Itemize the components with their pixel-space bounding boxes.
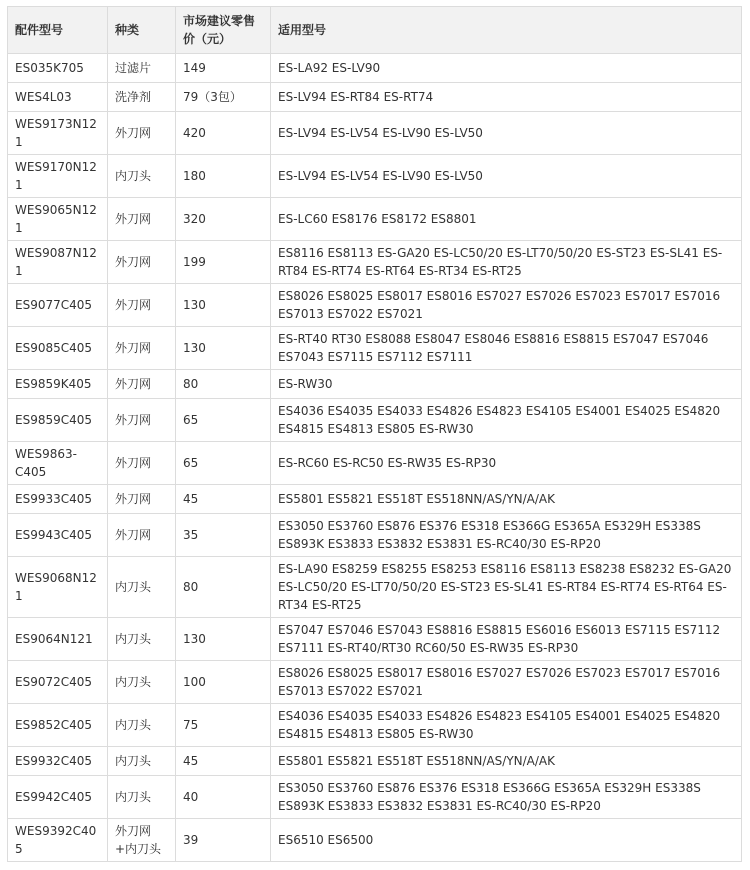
cell-type: 外刀网: [108, 399, 176, 442]
cell-compatible-models: ES3050 ES3760 ES876 ES376 ES318 ES366G ES365A ES329H ES338S ES893K ES3833 ES3832 ES3831 ES-RC40/30 ES-RP20: [271, 776, 742, 819]
cell-compatible-models: ES-LV94 ES-LV54 ES-LV90 ES-LV50: [271, 112, 742, 155]
cell-compatible-models: ES-RT40 RT30 ES8088 ES8047 ES8046 ES8816 ES8815 ES7047 ES7046 ES7043 ES7115 ES7112 ES7111: [271, 327, 742, 370]
cell-compatible-models: ES5801 ES5821 ES518T ES518NN/AS/YN/A/AK: [271, 485, 742, 514]
cell-part-number: WES9087N121: [8, 241, 108, 284]
cell-price: 130: [176, 327, 271, 370]
cell-price: 35: [176, 514, 271, 557]
table-body: [8, 54, 742, 862]
table-row: [8, 747, 742, 776]
table-row: [8, 54, 742, 83]
cell-part-number: ES9942C405: [8, 776, 108, 819]
header-row: [8, 7, 742, 54]
cell-part-number: ES9932C405: [8, 747, 108, 776]
table-row: [8, 557, 742, 618]
parts-table: [7, 6, 742, 862]
cell-type: 外刀网: [108, 442, 176, 485]
cell-part-number: ES9085C405: [8, 327, 108, 370]
header-compatible-models: 适用型号: [271, 7, 742, 54]
cell-compatible-models: ES8026 ES8025 ES8017 ES8016 ES7027 ES7026 ES7023 ES7017 ES7016 ES7013 ES7022 ES7021: [271, 284, 742, 327]
header-price: 市场建议零售价（元）: [176, 7, 271, 54]
table-row: [8, 661, 742, 704]
table-header: [8, 7, 742, 54]
table-row: [8, 327, 742, 370]
cell-part-number: ES9064N121: [8, 618, 108, 661]
cell-price: 80: [176, 557, 271, 618]
cell-type: 洗净剂: [108, 83, 176, 112]
cell-type: 外刀网: [108, 112, 176, 155]
cell-price: 130: [176, 618, 271, 661]
cell-type: 外刀网: [108, 327, 176, 370]
cell-type: 内刀头: [108, 704, 176, 747]
cell-price: 65: [176, 399, 271, 442]
cell-part-number: ES9933C405: [8, 485, 108, 514]
cell-compatible-models: ES-LA90 ES8259 ES8255 ES8253 ES8116 ES8113 ES8238 ES8232 ES-GA20 ES-LC50/20 ES-LT70/50/20 ES-ST23 ES-SL41 ES-RT84 ES-RT74 ES-RT64 ES-RT34 ES-RT25: [271, 557, 742, 618]
table-row: [8, 155, 742, 198]
header-type: 种类: [108, 7, 176, 54]
cell-compatible-models: ES5801 ES5821 ES518T ES518NN/AS/YN/A/AK: [271, 747, 742, 776]
cell-price: 100: [176, 661, 271, 704]
cell-type: 外刀网: [108, 370, 176, 399]
cell-compatible-models: ES-LA92 ES-LV90: [271, 54, 742, 83]
cell-part-number: WES4L03: [8, 83, 108, 112]
cell-price: 45: [176, 747, 271, 776]
table-row: [8, 485, 742, 514]
cell-type: 内刀头: [108, 557, 176, 618]
cell-type: 外刀网: [108, 241, 176, 284]
cell-compatible-models: ES-LC60 ES8176 ES8172 ES8801: [271, 198, 742, 241]
cell-part-number: WES9173N121: [8, 112, 108, 155]
cell-type: 外刀网: [108, 514, 176, 557]
cell-part-number: WES9392C405: [8, 819, 108, 862]
cell-price: 80: [176, 370, 271, 399]
cell-price: 79（3包）: [176, 83, 271, 112]
cell-type: 外刀网+内刀头: [108, 819, 176, 862]
cell-price: 65: [176, 442, 271, 485]
table-row: [8, 83, 742, 112]
cell-price: 40: [176, 776, 271, 819]
cell-part-number: WES9065N121: [8, 198, 108, 241]
cell-part-number: ES9852C405: [8, 704, 108, 747]
cell-compatible-models: ES-RW30: [271, 370, 742, 399]
table-row: [8, 370, 742, 399]
cell-type: 内刀头: [108, 747, 176, 776]
cell-type: 内刀头: [108, 661, 176, 704]
table-row: [8, 241, 742, 284]
table-row: [8, 112, 742, 155]
table-row: [8, 198, 742, 241]
cell-compatible-models: ES4036 ES4035 ES4033 ES4826 ES4823 ES4105 ES4001 ES4025 ES4820 ES4815 ES4813 ES805 ES-RW30: [271, 399, 742, 442]
header-part-number: 配件型号: [8, 7, 108, 54]
table-row: [8, 514, 742, 557]
cell-price: 75: [176, 704, 271, 747]
cell-type: 内刀头: [108, 776, 176, 819]
cell-price: 149: [176, 54, 271, 83]
cell-compatible-models: ES-LV94 ES-RT84 ES-RT74: [271, 83, 742, 112]
cell-price: 39: [176, 819, 271, 862]
cell-compatible-models: ES8026 ES8025 ES8017 ES8016 ES7027 ES7026 ES7023 ES7017 ES7016 ES7013 ES7022 ES7021: [271, 661, 742, 704]
cell-part-number: ES9859K405: [8, 370, 108, 399]
table-row: [8, 399, 742, 442]
cell-compatible-models: ES-RC60 ES-RC50 ES-RW35 ES-RP30: [271, 442, 742, 485]
cell-type: 外刀网: [108, 485, 176, 514]
cell-part-number: ES035K705: [8, 54, 108, 83]
cell-price: 420: [176, 112, 271, 155]
cell-type: 过滤片: [108, 54, 176, 83]
table-row: [8, 284, 742, 327]
cell-price: 199: [176, 241, 271, 284]
cell-compatible-models: ES-LV94 ES-LV54 ES-LV90 ES-LV50: [271, 155, 742, 198]
cell-part-number: ES9943C405: [8, 514, 108, 557]
cell-compatible-models: ES3050 ES3760 ES876 ES376 ES318 ES366G ES365A ES329H ES338S ES893K ES3833 ES3832 ES3831 ES-RC40/30 ES-RP20: [271, 514, 742, 557]
table-row: [8, 442, 742, 485]
table-row: [8, 618, 742, 661]
cell-compatible-models: ES4036 ES4035 ES4033 ES4826 ES4823 ES4105 ES4001 ES4025 ES4820 ES4815 ES4813 ES805 ES-RW30: [271, 704, 742, 747]
table-row: [8, 776, 742, 819]
cell-part-number: WES9863-C405: [8, 442, 108, 485]
cell-type: 外刀网: [108, 284, 176, 327]
cell-type: 外刀网: [108, 198, 176, 241]
cell-price: 45: [176, 485, 271, 514]
cell-price: 320: [176, 198, 271, 241]
cell-part-number: ES9072C405: [8, 661, 108, 704]
cell-price: 130: [176, 284, 271, 327]
cell-compatible-models: ES6510 ES6500: [271, 819, 742, 862]
table-row: [8, 704, 742, 747]
cell-compatible-models: ES7047 ES7046 ES7043 ES8816 ES8815 ES6016 ES6013 ES7115 ES7112 ES7111 ES-RT40/RT30 RC60/50 ES-RW35 ES-RP30: [271, 618, 742, 661]
cell-type: 内刀头: [108, 618, 176, 661]
cell-part-number: ES9859C405: [8, 399, 108, 442]
cell-compatible-models: ES8116 ES8113 ES-GA20 ES-LC50/20 ES-LT70/50/20 ES-ST23 ES-SL41 ES-RT84 ES-RT74 ES-RT64 ES-RT34 ES-RT25: [271, 241, 742, 284]
cell-price: 180: [176, 155, 271, 198]
cell-type: 内刀头: [108, 155, 176, 198]
cell-part-number: WES9068N121: [8, 557, 108, 618]
cell-part-number: ES9077C405: [8, 284, 108, 327]
cell-part-number: WES9170N121: [8, 155, 108, 198]
table-row: [8, 819, 742, 862]
